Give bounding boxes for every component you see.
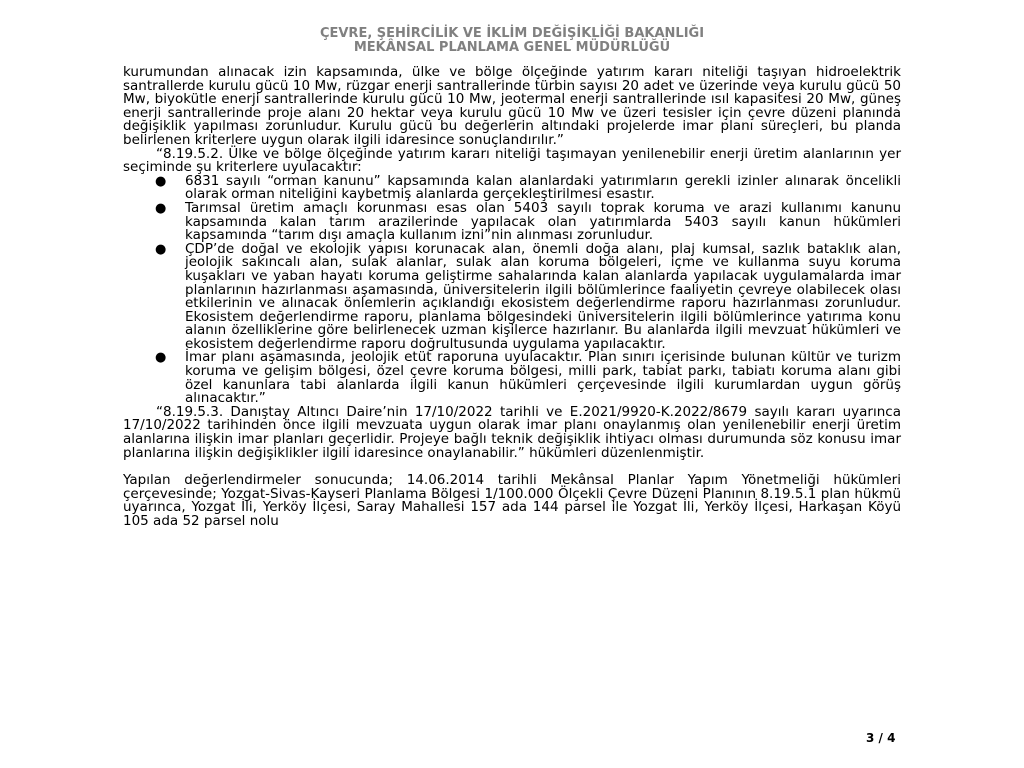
ministry-name: ÇEVRE, ŞEHİRCİLİK VE İKLİM DEĞİŞİKLİĞİ BAKANLIĞI	[319, 26, 705, 41]
bullet-icon: ●	[155, 350, 167, 366]
criteria-list	[123, 172, 901, 407]
list-item: ● İmar planı aşamasında, jeolojik etüt raporuna uyulacaktır. Plan sınırı içerisinde bulunan kültür ve turizm koruma ve gelişim bölgesi, özel çevre koruma bölgesi, milli park, tabiat parkı, tabiatı koruma alanı gibi özel kanunlara tabi alanlarda ilgili kanun hükümleri çerçevesinde ilgili kurumlardan uygun görüş alınacaktır.”	[155, 349, 901, 407]
page-number: 3 / 4	[866, 731, 896, 745]
paragraph-4: Yapılan değerlendirmeler sonucunda; 14.06.2014 tarihli Mekânsal Planlar Yapım Yönetmeliği hükümleri çerçevesinde; Yozgat-Sivas-Kayseri Planlama Bölgesi 1/100.000 Ölçekli Çevre Düzeni Planının 8.19.5.1 plan hükmü uyarınca, Yozgat İli, Yerköy İlçesi, Saray Mahallesi 157 ada 144 parsel ile Yozgat İli, Yerköy İlçesi, Harkaşan Köyü 105 ada 52 parsel nolu	[123, 472, 901, 529]
bullet-icon: ●	[155, 173, 167, 189]
list-item: ● ÇDP’de doğal ve ekolojik yapısı korunacak alan, önemli doğa alanı, plaj kumsal, sazlık bataklık alan, jeolojik sakıncalı alan, sulak alanlar, sulak alan koruma bölgeleri, içme ve kullanma suyu koruma kuşakları ve yaban hayatı koruma geliştirme sahalarında kalan alanlarda yapılacak uygulamalarda imar planlarının hazırlanması aşamasında, üniversitelerin ilgili bölümlerince faaliyetin çevreye olabilecek olası etkilerinin ve alınacak önlemlerin açıklandığı ekosistem değerlendirme raporu hazırlanması zorunludur. Ekosistem değerlendirme raporu, planlama bölgesindeki üniversitelerin ilgili bölümlerince yatırıma konu alanın özelliklerine göre belirlenecek uzman kişilerce hazırlanır. Bu alanlarda ilgili mevzuat hükümleri ve ekosistem değerlendirme raporu doğrultusunda uygulama yapılacaktır.	[155, 240, 901, 352]
bullet-icon: ●	[155, 241, 167, 257]
bullet-icon: ●	[155, 200, 167, 216]
document-body	[123, 66, 901, 529]
page-header	[0, 27, 1024, 55]
directorate-name: MEKÂNSAL PLANLAMA GENEL MÜDÜRLÜĞÜ	[353, 40, 671, 55]
list-item: ● Tarımsal üretim amaçlı korunması esas olan 5403 sayılı toprak koruma ve arazi kullanımı kanunu kapsamında kalan tarım arazilerinde yapılacak olan yatırımlarda 5403 sayılı kanun hükümleri kapsamında “tarım dışı amaçla kullanım izni”nin alınması zorunludur.	[155, 199, 901, 244]
paragraph-3: “8.19.5.3. Danıştay Altıncı Daire’nin 17/10/2022 tarihli ve E.2021/9920-K.2022/8679 sayılı kararı uyarınca 17/10/2022 tarihinden önce ilgili mevzuata uygun olarak imar planı onaylanmış olan yenilenebilir enerji üretim alanlarına ilişkin imar planları geçerlidir. Projeye bağlı teknik değişiklik ihtiyacı olması durumunda söz konusu imar planlarına ilişkin değişiklikler ilgili idaresince onaylanabilir.” hükümleri düzenlenmiştir.	[123, 403, 901, 461]
list-item: ● 6831 sayılı “orman kanunu” kapsamında kalan alanlardaki yatırımların gerekli izinler alınarak öncelikli olarak orman niteliğini kaybetmiş alanlarda gerçekleştirilmesi esastır.	[155, 172, 901, 203]
paragraph-2: “8.19.5.2. Ülke ve bölge ölçeğinde yatırım kararı niteliği taşımayan yenilenebilir enerji üretim alanlarının yer seçiminde şu kriterlere uyulacaktır:	[123, 145, 901, 176]
paragraph-1: kurumundan alınacak izin kapsamında, ülke ve bölge ölçeğinde yatırım kararı niteliği taşıyan hidroelektrik santrallerde kurulu gücü 10 Mw, rüzgar enerji santrallerinde türbin sayısı 20 adet ve üzerinde veya kurulu gücü 50 Mw, biyokütle enerji santrallerinde kurulu gücü 10 Mw, jeotermal enerji santrallerinde ısıl kapasitesi 20 Mw, güneş enerji santrallerinde proje alanı 20 hektar veya kurulu gücü 10 Mw ve üzeri tesisler için çevre düzeni planında değişiklik yapılması zorunludur. Kurulu gücü bu değerlerin altındaki projelerde imar planı süreçleri, bu planda belirlenen kriterlere uygun olarak ilgili idaresince sonuçlandırılır.”	[123, 64, 901, 148]
